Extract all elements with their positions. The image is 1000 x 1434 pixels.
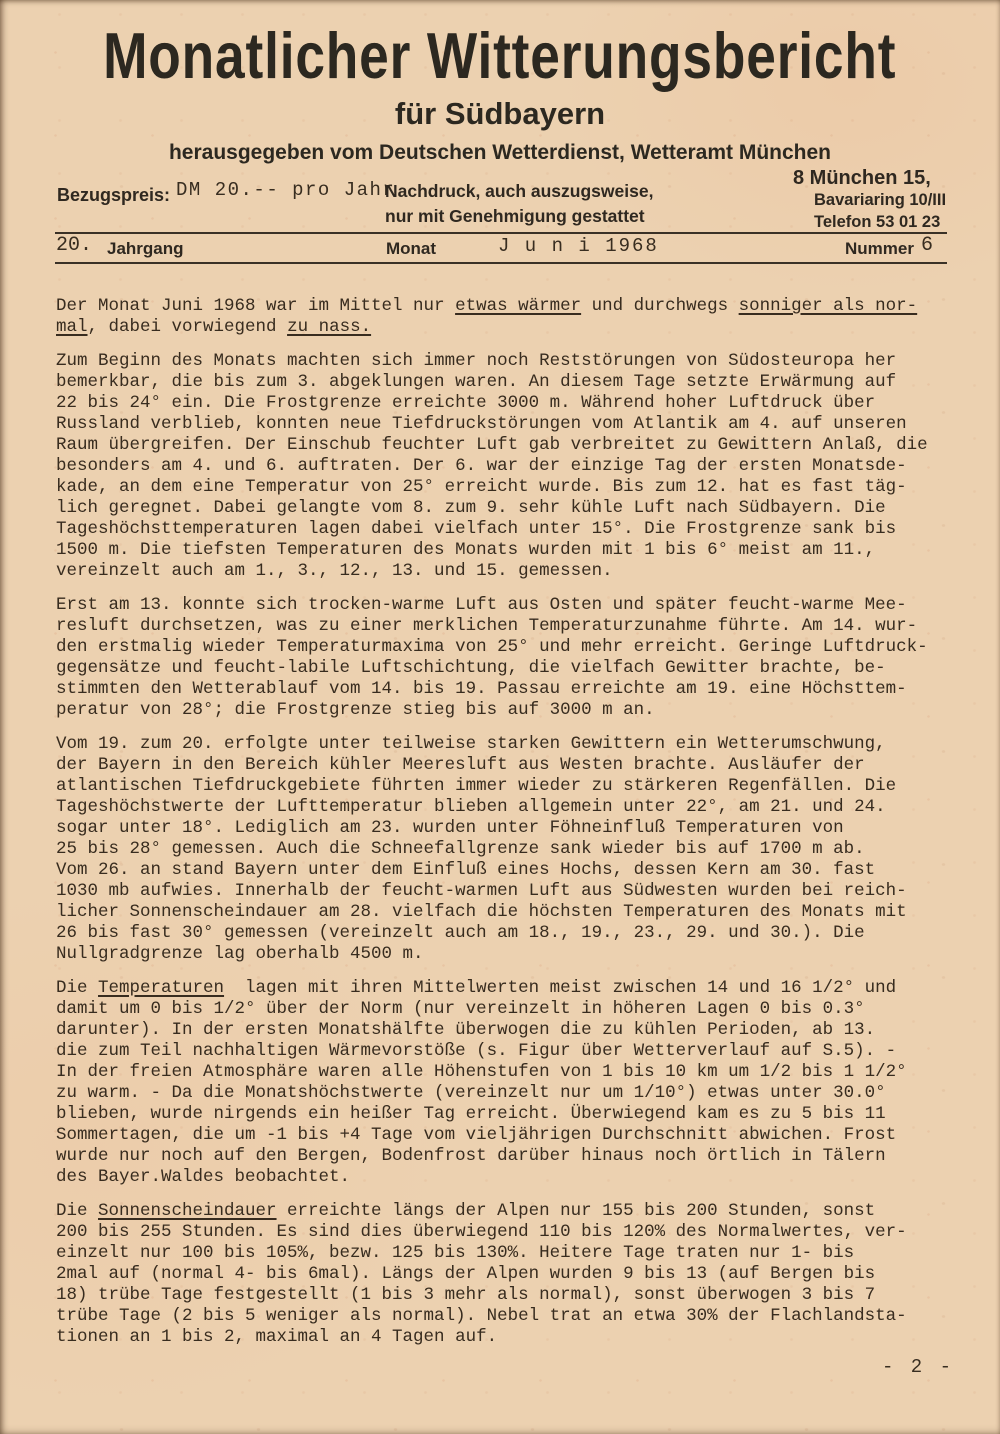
text-line (56, 393, 962, 414)
text-segment: , dabei vorwiegend (87, 317, 288, 337)
text-segment: bemerkbar, die bis zum 3. abgeklungen waren. An diesem Tage setzte Erwärmung auf (56, 372, 897, 392)
text-segment: die zum Teil nachhaltigen Wärmevorstöße (s. Figur über Wetterverlauf auf S.5). - (56, 1041, 897, 1061)
text-line (56, 414, 962, 435)
reprint-notice-line2: nur mit Genehmigung gestattet (385, 206, 645, 226)
text-line (56, 818, 962, 839)
paragraph (56, 1201, 962, 1348)
issue-number-label: Nummer (845, 239, 914, 258)
paragraph (56, 351, 962, 582)
underlined-text: sonniger als nor- (738, 296, 918, 316)
text-segment: blieben, wurde nirgends ein heißer Tag erreicht. Überwiegend kam es zu 5 bis 11 (56, 1104, 886, 1124)
text-line (56, 734, 962, 755)
text-segment: besonders am 4. und 6. auftraten. Der 6. war der einzige Tag der ersten Monatsde- (56, 456, 907, 476)
divider-bottom (55, 262, 947, 264)
text-line (56, 616, 962, 637)
text-line (56, 1327, 962, 1348)
text-line (56, 679, 962, 700)
text-segment: darunter). In der ersten Monatshälfte überwogen die zu kühlen Perioden, ab 13. (56, 1020, 876, 1040)
text-line (56, 1201, 962, 1222)
paragraph (56, 734, 962, 965)
text-segment: 200 bis 255 Stunden. Es sind dies überwiegend 110 bis 120% des Normalwertes, ver- (56, 1222, 907, 1242)
underlined-text: etwas wärmer (455, 296, 582, 316)
text-line (56, 658, 962, 679)
text-segment: lich geregnet. Dabei gelangte vom 8. zum 9. sehr kühle Luft nach Südbayern. Die (56, 498, 886, 518)
text-segment: 1500 m. Die tiefsten Temperaturen des Monats wurden mit 1 bis 6° meist am 11., (56, 540, 876, 560)
text-segment: wurde nur noch auf den Bergen, Bodenfrost darüber hinaus noch örtlich in Tälern (56, 1146, 886, 1166)
text-segment: und durchwegs (581, 296, 739, 316)
text-line (56, 999, 962, 1020)
text-line (56, 881, 962, 902)
text-line (56, 755, 962, 776)
issue-number-value: 6 (921, 234, 934, 257)
text-segment: gegensätze und feucht-labile Luftschichtung, die vielfach Gewitter brachte, be- (56, 658, 886, 678)
price-value: DM 20.-- pro Jahr (176, 179, 396, 201)
text-segment: Die (56, 978, 99, 998)
text-line (56, 351, 962, 372)
text-segment: Tageshöchsttemperaturen lagen dabei vielfach unter 15°. Die Frostgrenze sank bis (56, 519, 897, 539)
text-segment: damit um 0 bis 1/2° über der Norm (nur vereinzelt in höheren Lagen 0 bis 0.3° (56, 999, 865, 1019)
text-line (56, 978, 962, 999)
text-line (56, 540, 962, 561)
text-segment: licher Sonnenscheindauer am 28. vielfach die höchsten Temperaturen des Monats mit (56, 902, 907, 922)
text-line (56, 1167, 962, 1188)
text-line (56, 1264, 962, 1285)
text-segment: Erst am 13. konnte sich trocken-warme Luft aus Osten und später feucht-warme Mee- (56, 595, 907, 615)
text-segment: stimmten den Wetterablauf vom 14. bis 19. Passau erreichte am 19. eine Höchsttem- (56, 679, 907, 699)
text-segment: 18) trübe Tage festgestellt (1 bis 3 mehr als normal), sonst überwogen 3 bis 7 (56, 1285, 876, 1305)
address-street: Bavariaring 10/III (814, 191, 947, 209)
text-segment: Zum Beginn des Monats machten sich immer noch Reststörungen von Südosteuropa her (56, 351, 897, 371)
page-subtitle: für Südbayern (394, 96, 606, 131)
text-segment: des Bayer.Waldes beobachtet. (56, 1167, 351, 1187)
text-segment: Tageshöchstwerte der Lufttemperatur blieben allgemein unter 22°, am 21. und 24. (56, 797, 886, 817)
text-segment: den erstmalig wieder Temperaturmaxima von 25° und mehr erreicht. Geringe Luftdruck- (56, 637, 928, 657)
page-title: Monatlicher Witterungsbericht (103, 19, 897, 92)
underlined-text: Sonnenscheindauer (98, 1201, 277, 1221)
paragraph (56, 296, 962, 338)
masthead (0, 18, 1000, 93)
paragraph (56, 595, 962, 721)
text-line (56, 860, 962, 881)
volume-number: 20. (56, 234, 93, 257)
text-line (56, 1062, 962, 1083)
text-segment: tionen an 1 bis 2, maximal an 4 Tagen auf. (56, 1327, 498, 1347)
page-number: - 2 - (882, 1356, 955, 1378)
text-line (56, 477, 962, 498)
text-line (56, 637, 962, 658)
text-line (56, 296, 962, 317)
text-segment: der Bayern in den Bereich kühler Meeresluft aus Westen brachte. Ausläufer der (56, 755, 865, 775)
underlined-text: mal (56, 317, 88, 337)
address-phone: Telefon 53 01 23 (814, 213, 941, 231)
month-label: Monat (386, 239, 437, 258)
divider-top (55, 232, 947, 234)
address-city: 8 München 15, (793, 167, 931, 189)
text-segment: zu warm. - Da die Monatshöchstwerte (vereinzelt nur um 1/10°) etwas unter 30.0° (56, 1083, 886, 1103)
body-text (56, 296, 962, 1361)
text-segment: atlantischen Tiefdruckgebiete führten immer wieder zu stärkeren Regenfällen. Die (56, 776, 897, 796)
text-segment: trübe Tage (2 bis 5 weniger als normal). Nebel trat an etwa 30% der Flachlandsta- (56, 1306, 907, 1326)
text-segment: resluft durchsetzen, was zu einer merklichen Temperaturzunahme führte. Am 14. wur- (56, 616, 918, 636)
text-segment: Russland verblieb, konnten neue Tiefdruckstörungen vom Atlantik am 4. auf unseren (56, 414, 907, 434)
text-line (56, 1104, 962, 1125)
underlined-text: Temperaturen (98, 978, 225, 998)
text-line (56, 1222, 962, 1243)
text-segment: 2mal auf (normal 4- bis 6mal). Längs der Alpen wurden 9 bis 13 (auf Bergen bis (56, 1264, 876, 1284)
text-segment: Vom 19. zum 20. erfolgte unter teilweise starken Gewittern ein Wetterumschwung, (56, 734, 886, 754)
text-line (56, 519, 962, 540)
reprint-notice-line1: Nachdruck, auch auszugsweise, (385, 181, 654, 201)
text-line (56, 498, 962, 519)
text-line (56, 561, 962, 582)
text-segment: Vom 26. an stand Bayern unter dem Einfluß eines Hochs, dessen Kern am 30. fast (56, 860, 876, 880)
text-line (56, 435, 962, 456)
text-line (56, 1146, 962, 1167)
text-segment: Nullgradgrenze lag oberhalb 4500 m. (56, 944, 424, 964)
text-segment: 25 bis 28° gemessen. Auch die Schneefallgrenze sank wieder bis auf 1700 m ab. (56, 839, 865, 859)
underlined-text: zu nass. (287, 317, 372, 337)
text-line (56, 776, 962, 797)
text-line (56, 1306, 962, 1327)
publisher-line: herausgegeben vom Deutschen Wetterdienst, Wetteramt München (168, 141, 832, 164)
text-line (56, 923, 962, 944)
volume-label: Jahrgang (107, 239, 184, 258)
text-segment: 26 bis fast 30° gemessen (vereinzelt auch am 18., 19., 23., 29. und 30.). Die (56, 923, 865, 943)
text-line (56, 595, 962, 616)
text-segment: Die (56, 1201, 99, 1221)
text-segment: lagen mit ihren Mittelwerten meist zwischen 14 und 16 1/2° und (224, 978, 897, 998)
text-segment: einzelt nur 100 bis 105%, bezw. 125 bis 130%. Heitere Tage traten nur 1- bis (56, 1243, 855, 1263)
text-segment: Der Monat Juni 1968 war im Mittel nur (56, 296, 456, 316)
text-segment: vereinzelt auch am 1., 3., 12., 13. und 15. gemessen. (56, 561, 613, 581)
text-segment: sogar unter 18°. Lediglich am 23. wurden unter Föhneinfluß Temperaturen von (56, 818, 844, 838)
price-label: Bezugspreis: (57, 185, 171, 205)
text-segment: erreichte längs der Alpen nur 155 bis 200 Stunden, sonst (276, 1201, 876, 1221)
text-segment: Sommertagen, die um -1 bis +4 Tage vom vieljährigen Durchschnitt abwichen. Frost (56, 1125, 897, 1145)
text-segment: peratur von 28°; die Frostgrenze stieg bis auf 3000 m an. (56, 700, 655, 720)
text-segment: 1030 mb aufwies. Innerhalb der feucht-warmen Luft aus Südwesten wurden bei reich- (56, 881, 907, 901)
text-line (56, 700, 962, 721)
text-line (56, 902, 962, 923)
text-line (56, 1041, 962, 1062)
text-segment: 22 bis 24° ein. Die Frostgrenze erreichte 3000 m. Während hoher Luftdruck über (56, 393, 876, 413)
text-line (56, 317, 962, 338)
text-line (56, 1083, 962, 1104)
text-line (56, 1020, 962, 1041)
reprint-notice (385, 179, 653, 229)
text-segment: In der freien Atmosphäre waren alle Höhenstufen von 1 bis 10 km um 1/2 bis 1 1/2° (56, 1062, 907, 1082)
text-line (56, 797, 962, 818)
paragraph (56, 978, 962, 1188)
address-block (793, 167, 946, 233)
text-line (56, 839, 962, 860)
text-line (56, 1243, 962, 1264)
text-line (56, 1285, 962, 1306)
text-line (56, 372, 962, 393)
text-segment: kade, an dem eine Temperatur von 25° erreicht wurde. Bis zum 12. hat es fast täg- (56, 477, 907, 497)
text-line (56, 944, 962, 965)
text-line (56, 1125, 962, 1146)
text-segment: Raum übergreifen. Der Einschub feuchter Luft gab verbreitet zu Gewittern Anlaß, die (56, 435, 928, 455)
month-value: J u n i 1968 (498, 235, 659, 257)
text-line (56, 456, 962, 477)
